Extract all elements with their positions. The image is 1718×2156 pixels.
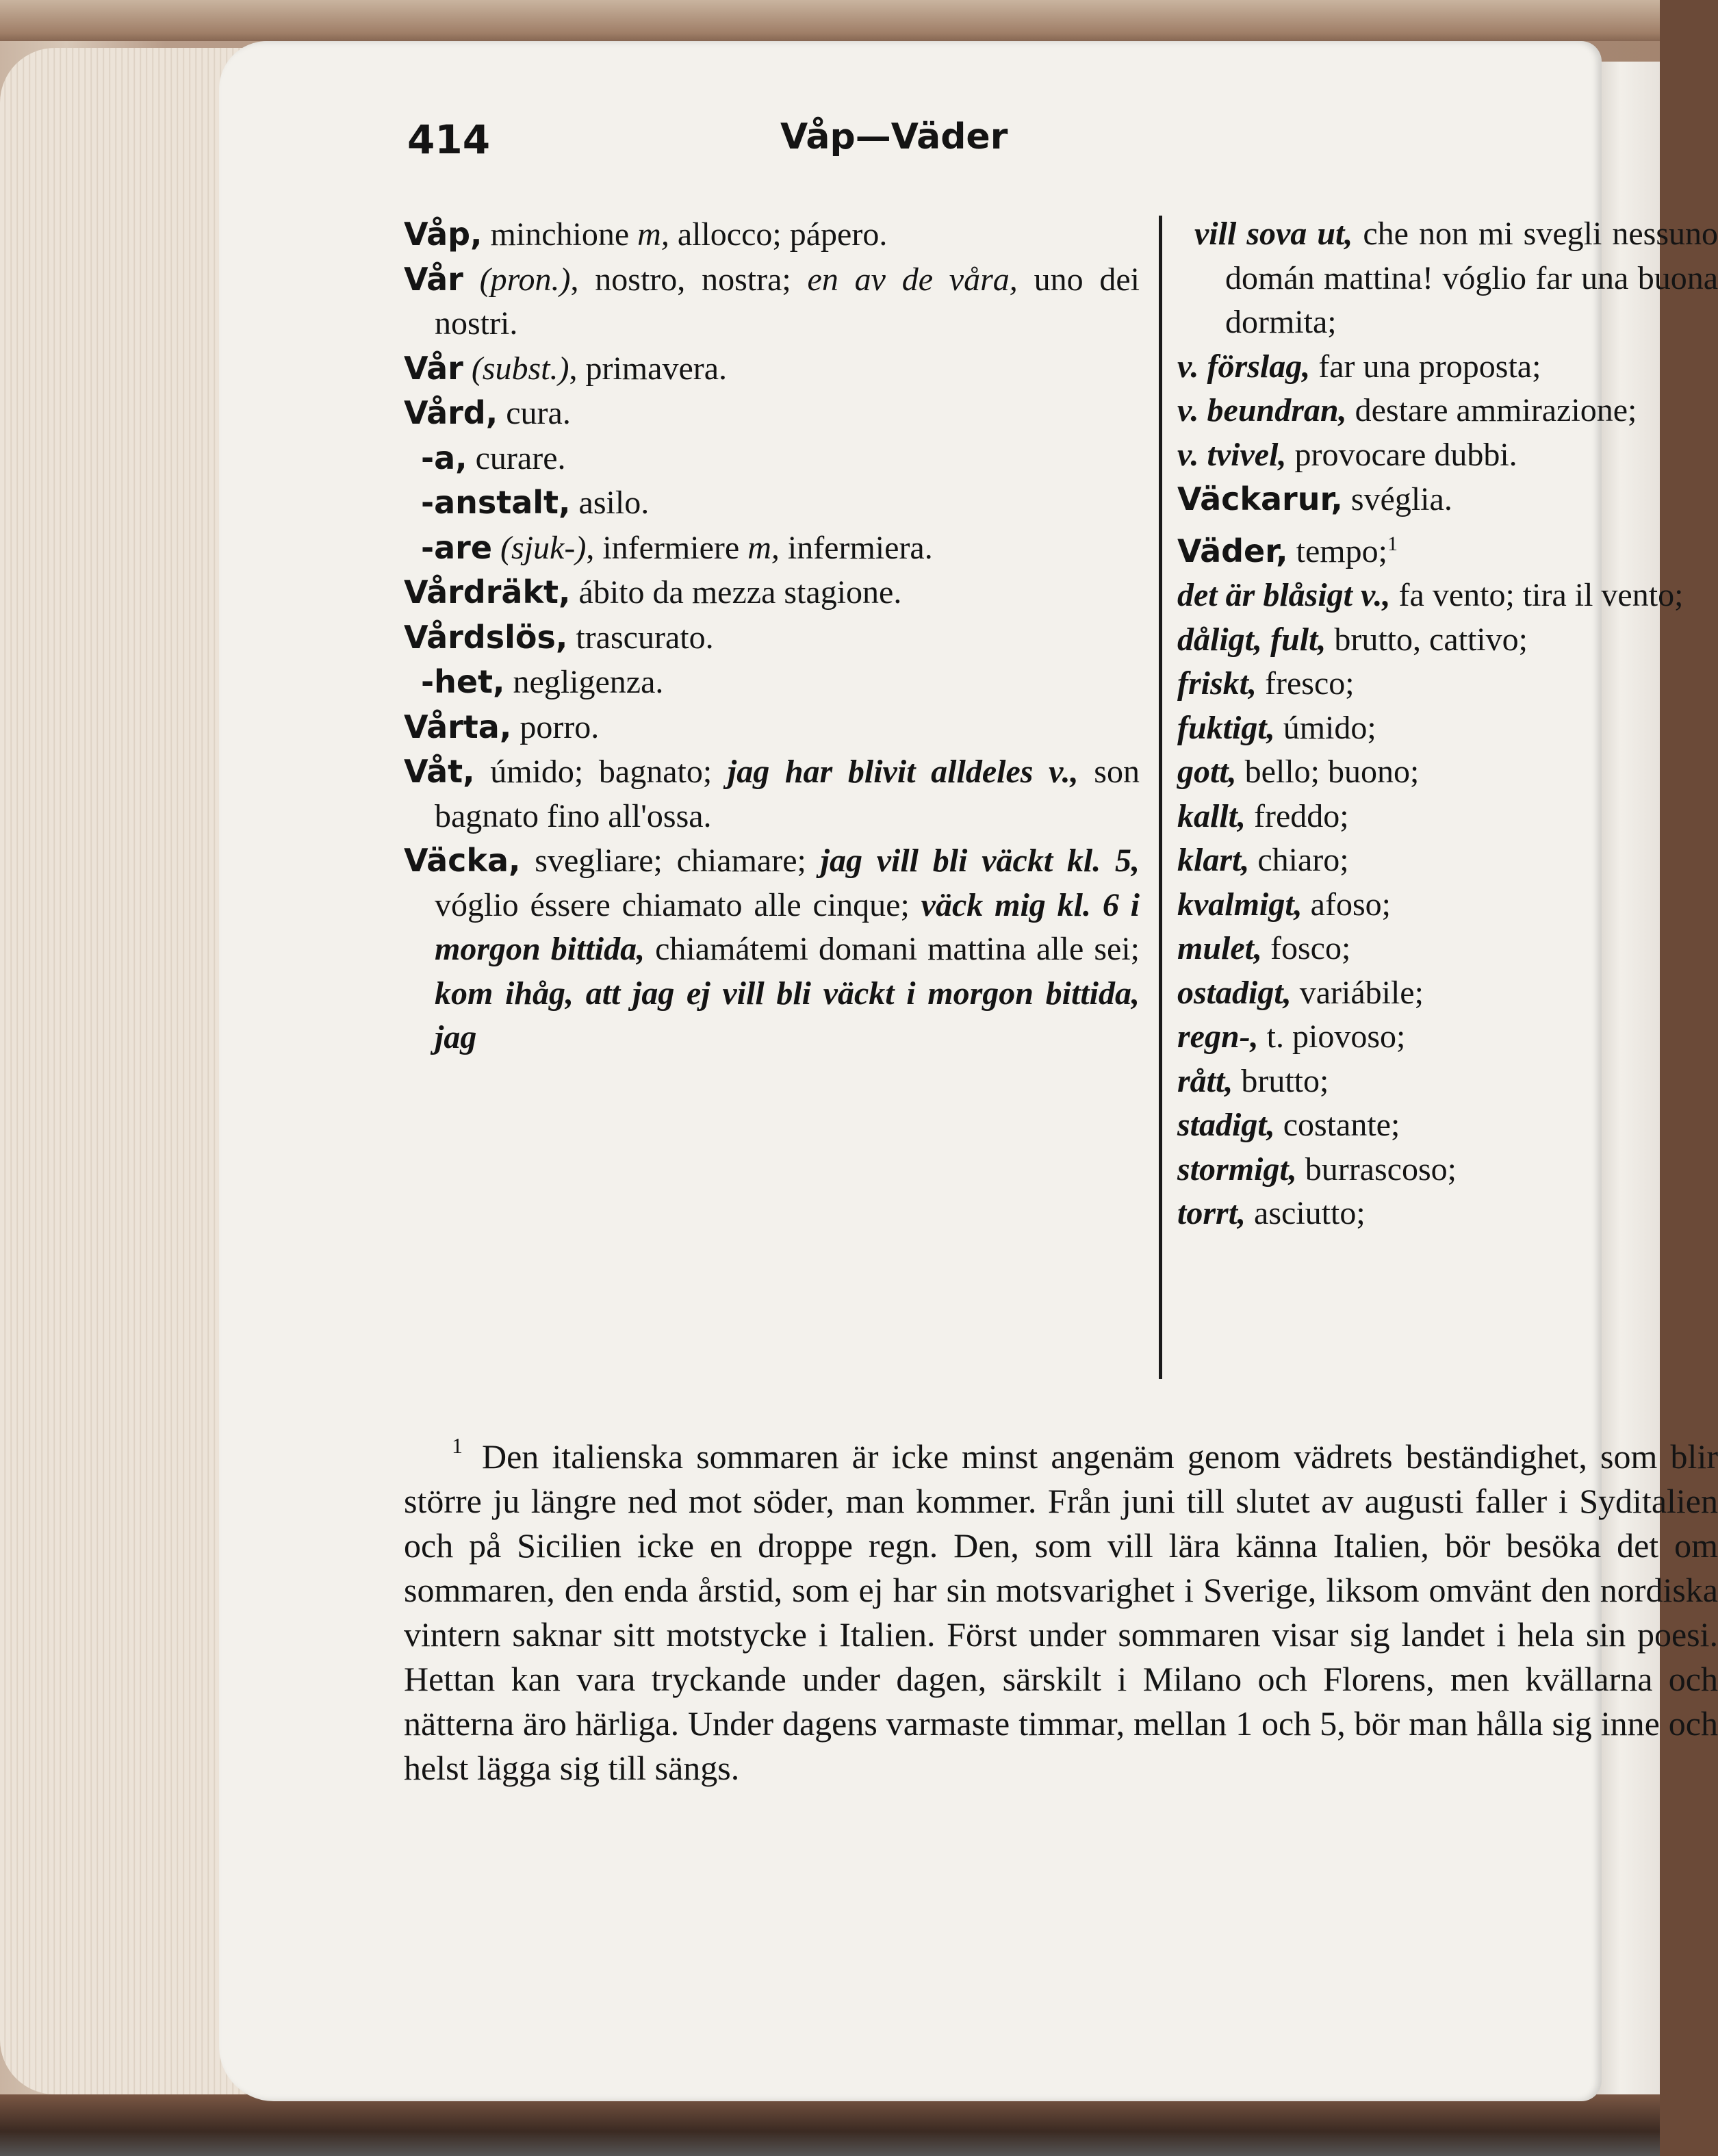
- dictionary-entry: Vår (pron.), nostro, nostra; en av de våra, uno dei nostri.: [404, 260, 1140, 342]
- dictionary-subentry: fuktigt, úmido;: [1177, 709, 1376, 746]
- dictionary-subentry: kallt, freddo;: [1177, 797, 1349, 834]
- footnote-reference: 1: [1387, 532, 1398, 555]
- dictionary-subentry: -a, curare.: [421, 439, 566, 476]
- dictionary-subentry: -het, negligenza.: [421, 663, 664, 700]
- page-number: 414: [407, 116, 491, 163]
- dictionary-entry: Väder, tempo;$^1$: [1177, 532, 1398, 569]
- right-column: [1177, 212, 1718, 1236]
- dictionary-entry: Våt, úmido; bagnato; jag har blivit alldeles v., son bagnato fino all'ossa.: [404, 753, 1140, 834]
- dictionary-entry: Vård, cura.: [404, 394, 571, 431]
- dictionary-subentry: friskt, fresco;: [1177, 665, 1355, 702]
- dictionary-entry: Väckarur, svéglia.: [1177, 480, 1452, 517]
- background-bottom: [0, 2094, 1660, 2156]
- dictionary-entry: Vårta, porro.: [404, 708, 600, 745]
- dictionary-subentry: rått, brutto;: [1177, 1062, 1329, 1099]
- footnote-text: Den italienska sommaren är icke minst angenäm genom vädrets beständighet, som blir större ju längre ned mot söder, man kommer. Från juni till slutet av augusti faller i Syditalien och på Sicilien icke en droppe regn. Den, som vill lära känna Italien, bör besöka det om sommaren, den enda årstid, som ej har sin motsvarighet i Sverige, liksom omvänt den nordiska vintern saknar sitt motstycke i Italien. Först under sommaren visar sig landet i hela sin poesi. Hettan kan vara tryckande under dagen, särskilt i Milano och Florens, men kvällarna och nätterna äro härliga. Under dagens varmaste timmar, mellan 1 och 5, bör man hålla sig inne och helst lägga sig till sängs.: [404, 1437, 1718, 1787]
- dictionary-subentry: dåligt, fult, brutto, cattivo;: [1177, 621, 1528, 658]
- dictionary-entry: Våp, minchione m, allocco; pápero.: [404, 216, 888, 253]
- dictionary-entry: Vårdräkt, ábito da mezza stagione.: [404, 574, 902, 611]
- dictionary-subentry: mulet, fosco;: [1177, 930, 1351, 966]
- dictionary-entry: Vår (subst.), primavera.: [404, 349, 728, 387]
- dictionary-subentry: stormigt, burrascoso;: [1177, 1151, 1457, 1188]
- dictionary-subentry: vill sova ut, che non mi svegli nessuno domán mattina! vóglio far una buona dormita;: [1194, 216, 1718, 340]
- dictionary-subentry: v. beundran, destare ammirazione;: [1177, 392, 1637, 428]
- dictionary-subentry: -anstalt, asilo.: [421, 484, 650, 521]
- dictionary-entry: Vårdslös, trascurato.: [404, 618, 714, 656]
- dictionary-subentry: regn-, t. piovoso;: [1177, 1018, 1406, 1055]
- page-edges: [0, 48, 246, 2094]
- dictionary-subentry: klart, chiaro;: [1177, 842, 1349, 878]
- footnote: [404, 1424, 1718, 1791]
- dictionary-subentry: v. förslag, far una proposta;: [1177, 348, 1541, 385]
- footnote-mark: 1: [452, 1433, 463, 1458]
- dictionary-subentry: det är blåsigt v., fa vento; tira il vento;: [1177, 577, 1684, 613]
- dictionary-subentry: v. tvivel, provocare dubbi.: [1177, 436, 1517, 473]
- column-divider: [1159, 216, 1162, 1379]
- dictionary-entry: Väcka, svegliare; chiamare; jag vill bli väckt kl. 5, vóglio éssere chiamato alle cinque; väck mig kl. 6 i morgon bittida, chiamátemi domani mattina alle sei; kom ihåg, att jag ej vill bli väckt i morgon bittida, jag: [404, 842, 1140, 1055]
- dictionary-subentry: kvalmigt, afoso;: [1177, 886, 1391, 923]
- left-column: [404, 212, 1140, 1060]
- dictionary-subentry: ostadigt, variábile;: [1177, 974, 1424, 1011]
- dictionary-subentry: gott, bello; buono;: [1177, 754, 1420, 790]
- page-header: [219, 116, 1602, 185]
- book-page: [219, 41, 1718, 2101]
- running-head: Våp—Väder: [780, 116, 1008, 157]
- dictionary-subentry: torrt, asciutto;: [1177, 1195, 1366, 1231]
- dictionary-subentry: -are (sjuk-), infermiere m, infermiera.: [421, 528, 933, 566]
- dictionary-subentry: stadigt, costante;: [1177, 1107, 1400, 1143]
